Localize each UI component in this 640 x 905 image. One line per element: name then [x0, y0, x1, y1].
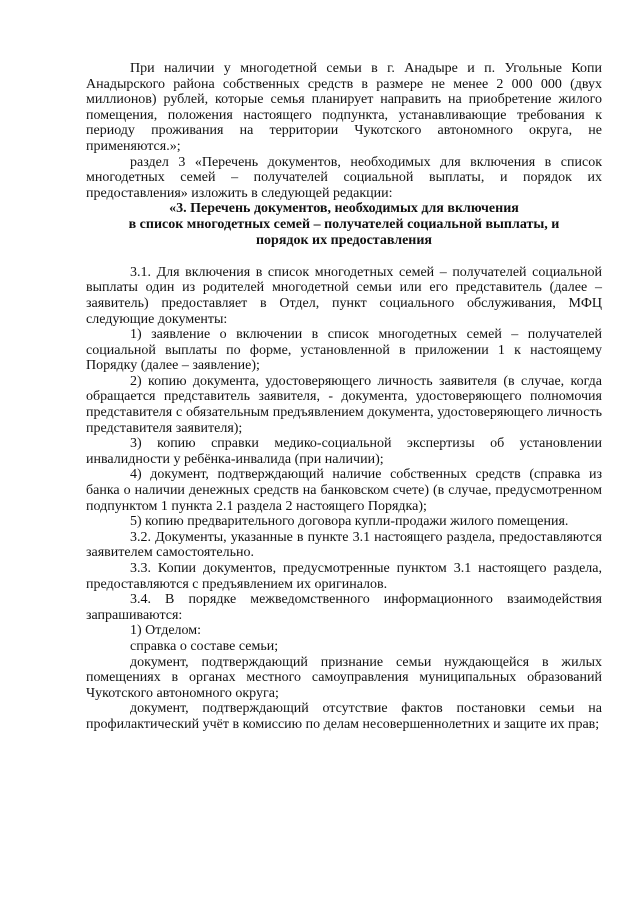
list-item-department: 1) Отделом: — [130, 623, 202, 639]
section-title-line-2: в список многодетных семей – получателей социальной выплаты, и — [128, 217, 560, 233]
paragraph-3-2: 3.2. Документы, указанные в пункте 3.1 настоящего раздела, предоставляются заявителем самостоятельно. — [86, 529, 602, 561]
section-title-line-3: порядок их предоставления — [255, 232, 433, 248]
list-item-application: 1) заявление о включении в список многодетных семей – получателей социальной выплаты по форме, установленной в приложении 1 к настоящему Порядку (далее – заявление); — [86, 327, 602, 374]
paragraph-3-3: 3.3. Копии документов, предусмотренные пунктом 3.1 настоящего раздела, предоставляются с предъявлением их оригиналов. — [86, 561, 602, 592]
list-item-housing-need-document: документ, подтверждающий признание семьи нуждающейся в жилых помещениях в органах местного самоуправления муниципальных образований Чукотского автономного округа; — [86, 654, 602, 701]
paragraph-3-1: 3.1. Для включения в список многодетных семей – получателей социальной выплаты один из родителей многодетной семьи или его представитель (далее – заявитель) предоставляет в Отдел, пункт социального обслуживания, МФЦ следующие документы: — [86, 264, 602, 327]
list-item-identity-copy: 2) копию документа, удостоверяющего личность заявителя (в случае, когда обращается представитель заявителя, - документа, удостоверяющего полномочия представителя с обязательным предъявлением документа, удостоверяющего личность представителя заявителя); — [86, 373, 602, 436]
paragraph-3-4: 3.4. В порядке межведомственного информационного взаимодействия запрашиваются: — [86, 592, 602, 623]
list-item-funds-document: 4) документ, подтверждающий наличие собственных средств (справка из банка о наличии денежных средств на банковском счете) (в случае, предусмотренном подпунктом 1 пункта 2.1 раздела 2 настоящего Порядка); — [86, 467, 602, 514]
spacer — [86, 249, 602, 265]
list-item-no-registration-document: документ, подтверждающий отсутствие фактов постановки семьи на профилактический учёт в комиссию по делам несовершеннолетних и защите их прав; — [86, 701, 602, 732]
list-item-disability-certificate: 3) копию справки медико-социальной экспертизы об установлении инвалидности у ребёнка-инвалида (при наличии); — [86, 436, 602, 467]
paragraph-large-family-funds: При наличии у многодетной семьи в г. Анадыре и п. Угольные Копи Анадырского района собственных средств в размере не менее 2 000 000 (двух миллионов) рублей, которые семья планирует направить на приобретение жилого помещения, положения настоящего подпункта, устанавливающие требования к периоду проживания на территории Чукотского автономного округа, не применяются.»; — [86, 61, 602, 154]
section-title — [86, 201, 602, 248]
paragraph-section3-replacement: раздел 3 «Перечень документов, необходимых для включения в список многодетных семей – получателей социальной выплаты, и порядок их предоставления» изложить в следующей редакции: — [86, 154, 602, 201]
list-item-preliminary-contract: 5) копию предварительного договора купли-продажи жилого помещения. — [130, 514, 569, 530]
list-item-family-certificate: справка о составе семьи; — [130, 638, 279, 654]
section-title-line-1: «3. Перечень документов, необходимых для включения — [169, 201, 519, 217]
